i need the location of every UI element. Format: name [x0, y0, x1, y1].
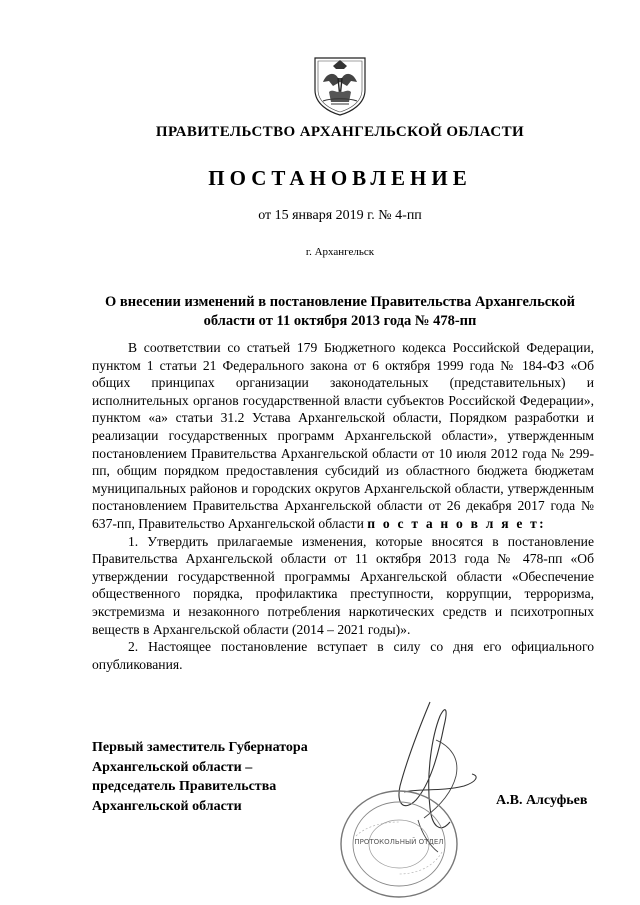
- resolves-word: п о с т а н о в л я е т:: [367, 515, 546, 531]
- document-subject: [95, 293, 585, 331]
- signer-title-block: [92, 738, 308, 816]
- item-1-paragraph: 1. Утвердить прилагаемые изменения, которые вносятся в постановление Правительства Архангельской области от 11 октября 2013 года № 478-пп «Об утверждении государственной программы Архангельской области «Обеспечение общественного порядка, профилактика преступности, коррупции, терроризма, экстремизма и незаконного потребления наркотических средств и психотропных веществ в Архангельской области (2014 – 2021 годы)».: [92, 533, 594, 637]
- document-date-number: от 15 января 2019 г. № 4-пп: [258, 208, 422, 223]
- document-body: [92, 339, 594, 673]
- signer-line-4: Архангельской области: [92, 798, 242, 814]
- subject-line-2: области от 11 октября 2013 года № 478-пп: [203, 313, 477, 329]
- coat-of-arms-icon: [311, 54, 369, 116]
- stamp-text: ПРОТОКОЛЬНЫЙ ОТДЕЛ: [354, 838, 444, 846]
- signer-line-1: Первый заместитель Губернатора: [92, 740, 308, 755]
- document-city: г. Архангельск: [305, 246, 375, 258]
- preamble-paragraph: [92, 339, 594, 533]
- signer-line-2: Архангельской области –: [92, 759, 253, 775]
- document-kind: ПОСТАНОВЛЕНИЕ: [208, 166, 472, 190]
- preamble-text: В соответствии со статьей 179 Бюджетного кодекса Российской Федерации, пунктом 1 статьи 21 Федерального закона от 6 октября 1999 года № 184-ФЗ «Об общих принципах организации законодательных (представительных) и исполнительных органов государственной власти субъектов Российской Федерации», пунктом «а» статьи 31.2 Устава Архангельской области, Порядком разработки и реализации государственных программ Архангельской области», утвержденным постановлением Правительства Архангельской области от 10 июля 2012 года № 299-пп, общим порядком предоставления субсидий из областного бюджета бюджетам муниципальных районов и городских округов Архангельской области, утвержденным постановлением Правительства Архангельской области от 26 декабря 2017 года № 637-пп, Правительство Архангельской области: [92, 340, 594, 531]
- subject-line-1: О внесении изменений в постановление Правительства Архангельской: [105, 294, 575, 310]
- government-title: ПРАВИТЕЛЬСТВО АРХАНГЕЛЬСКОЙ ОБЛАСТИ: [155, 124, 525, 140]
- item-2-paragraph: 2. Настоящее постановление вступает в силу со дня его официального опубликования.: [92, 639, 594, 672]
- signer-line-3: председатель Правительства: [92, 779, 277, 794]
- signer-name: А.В. Алсуфьев: [496, 793, 588, 808]
- official-stamp: [336, 786, 462, 902]
